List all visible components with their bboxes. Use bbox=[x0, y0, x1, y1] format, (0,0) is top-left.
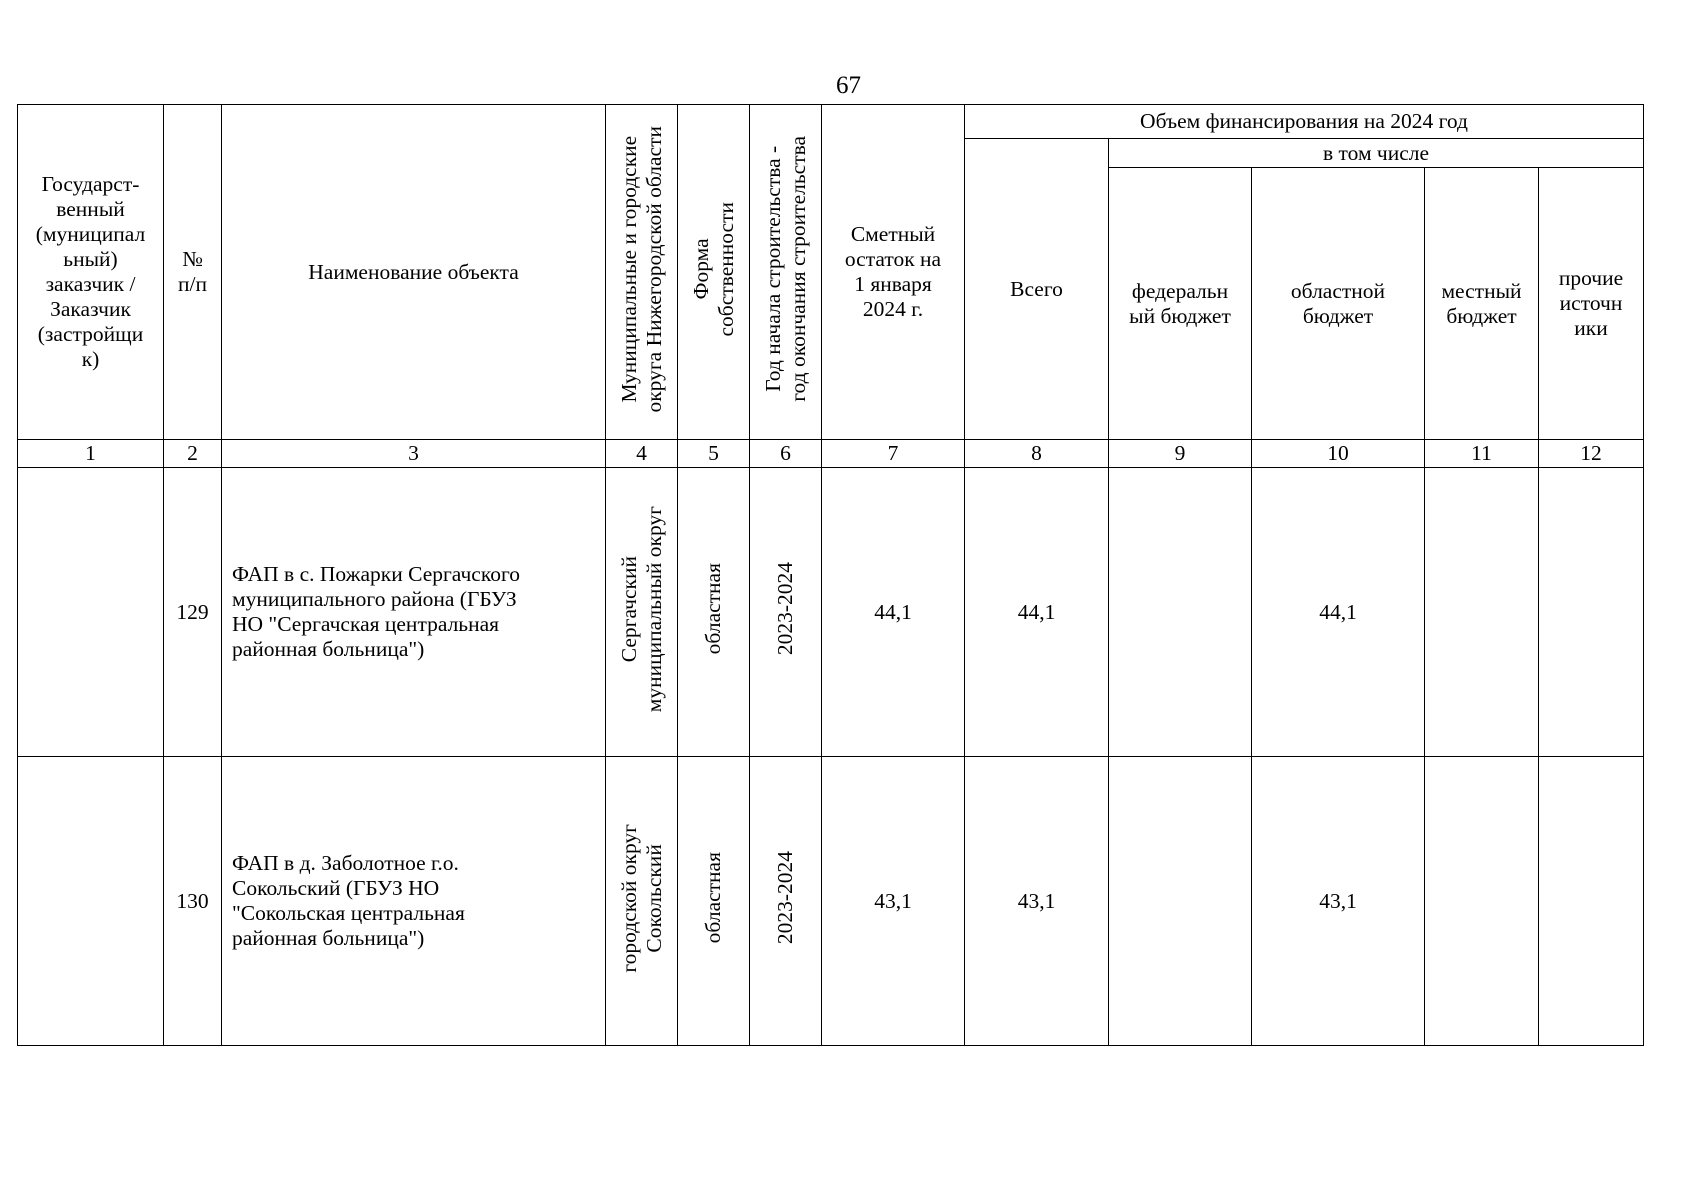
column-number: 9 bbox=[1109, 440, 1252, 468]
column-number: 6 bbox=[750, 440, 822, 468]
column-number: 12 bbox=[1539, 440, 1644, 468]
cell-federal bbox=[1109, 468, 1252, 757]
header-regional: областной бюджет bbox=[1252, 168, 1425, 440]
cell-years-text: 2023-2024 bbox=[773, 851, 797, 945]
table-row bbox=[18, 468, 1644, 757]
cell-object-name: ФАП в с. Пожарки Сергачского муниципального района (ГБУЗ НО "Сергачская центральная районная больница") bbox=[222, 468, 606, 757]
header-num: № п/п bbox=[164, 105, 222, 440]
header-customer: Государст- венный (муниципал ьный) заказчик / Заказчик (застройщи к) bbox=[18, 105, 164, 440]
column-number: 1 bbox=[18, 440, 164, 468]
cell-customer bbox=[18, 757, 164, 1046]
cell-years bbox=[750, 468, 822, 757]
cell-num: 130 bbox=[164, 757, 222, 1046]
table-row bbox=[18, 757, 1644, 1046]
header-municipality bbox=[606, 105, 678, 440]
cell-object-name: ФАП в д. Заболотное г.о. Сокольский (ГБУЗ НО "Сокольская центральная районная больница") bbox=[222, 757, 606, 1046]
header-other: прочие источн ики bbox=[1539, 168, 1644, 440]
cell-ownership-text: областная bbox=[701, 563, 725, 655]
cell-other bbox=[1539, 757, 1644, 1046]
header-years bbox=[750, 105, 822, 440]
column-number: 7 bbox=[822, 440, 965, 468]
column-number: 11 bbox=[1425, 440, 1539, 468]
cell-estimate: 43,1 bbox=[822, 757, 965, 1046]
cell-federal bbox=[1109, 757, 1252, 1046]
header-federal: федеральн ый бюджет bbox=[1109, 168, 1252, 440]
header-local: местный бюджет bbox=[1425, 168, 1539, 440]
cell-ownership bbox=[678, 468, 750, 757]
column-number: 8 bbox=[965, 440, 1109, 468]
cell-estimate: 44,1 bbox=[822, 468, 965, 757]
investment-table bbox=[17, 104, 1644, 1046]
cell-municipality-text: Сергачский муниципальный округ bbox=[616, 505, 666, 713]
cell-years-text: 2023-2024 bbox=[773, 562, 797, 656]
cell-total: 44,1 bbox=[965, 468, 1109, 757]
cell-regional: 43,1 bbox=[1252, 757, 1425, 1046]
column-number: 3 bbox=[222, 440, 606, 468]
cell-other bbox=[1539, 468, 1644, 757]
header-total: Всего bbox=[965, 139, 1109, 440]
header-estimate: Сметный остаток на 1 января 2024 г. bbox=[822, 105, 965, 440]
column-number: 2 bbox=[164, 440, 222, 468]
header-funding: Объем финансирования на 2024 год bbox=[965, 105, 1644, 139]
cell-years bbox=[750, 757, 822, 1046]
cell-municipality-text: городской округ Сокольский bbox=[616, 823, 666, 973]
cell-local bbox=[1425, 757, 1539, 1046]
header-years-text: Год начала строительства - год окончания строительства bbox=[760, 136, 810, 402]
header-including: в том числе bbox=[1109, 139, 1644, 168]
header-ownership bbox=[678, 105, 750, 440]
column-number: 4 bbox=[606, 440, 678, 468]
cell-municipality bbox=[606, 468, 678, 757]
header-municipality-text: Муниципальные и городские округа Нижегородской области bbox=[616, 125, 666, 413]
cell-municipality bbox=[606, 757, 678, 1046]
cell-regional: 44,1 bbox=[1252, 468, 1425, 757]
column-number: 5 bbox=[678, 440, 750, 468]
header-ownership-text: Форма собственности bbox=[688, 201, 738, 337]
cell-ownership bbox=[678, 757, 750, 1046]
page-number: 67 bbox=[836, 72, 861, 99]
cell-total: 43,1 bbox=[965, 757, 1109, 1046]
cell-num: 129 bbox=[164, 468, 222, 757]
cell-ownership-text: областная bbox=[701, 852, 725, 944]
cell-local bbox=[1425, 468, 1539, 757]
cell-customer bbox=[18, 468, 164, 757]
column-number-row bbox=[18, 440, 1644, 468]
column-number: 10 bbox=[1252, 440, 1425, 468]
header-object-name: Наименование объекта bbox=[222, 105, 606, 440]
header-row bbox=[18, 105, 1644, 139]
